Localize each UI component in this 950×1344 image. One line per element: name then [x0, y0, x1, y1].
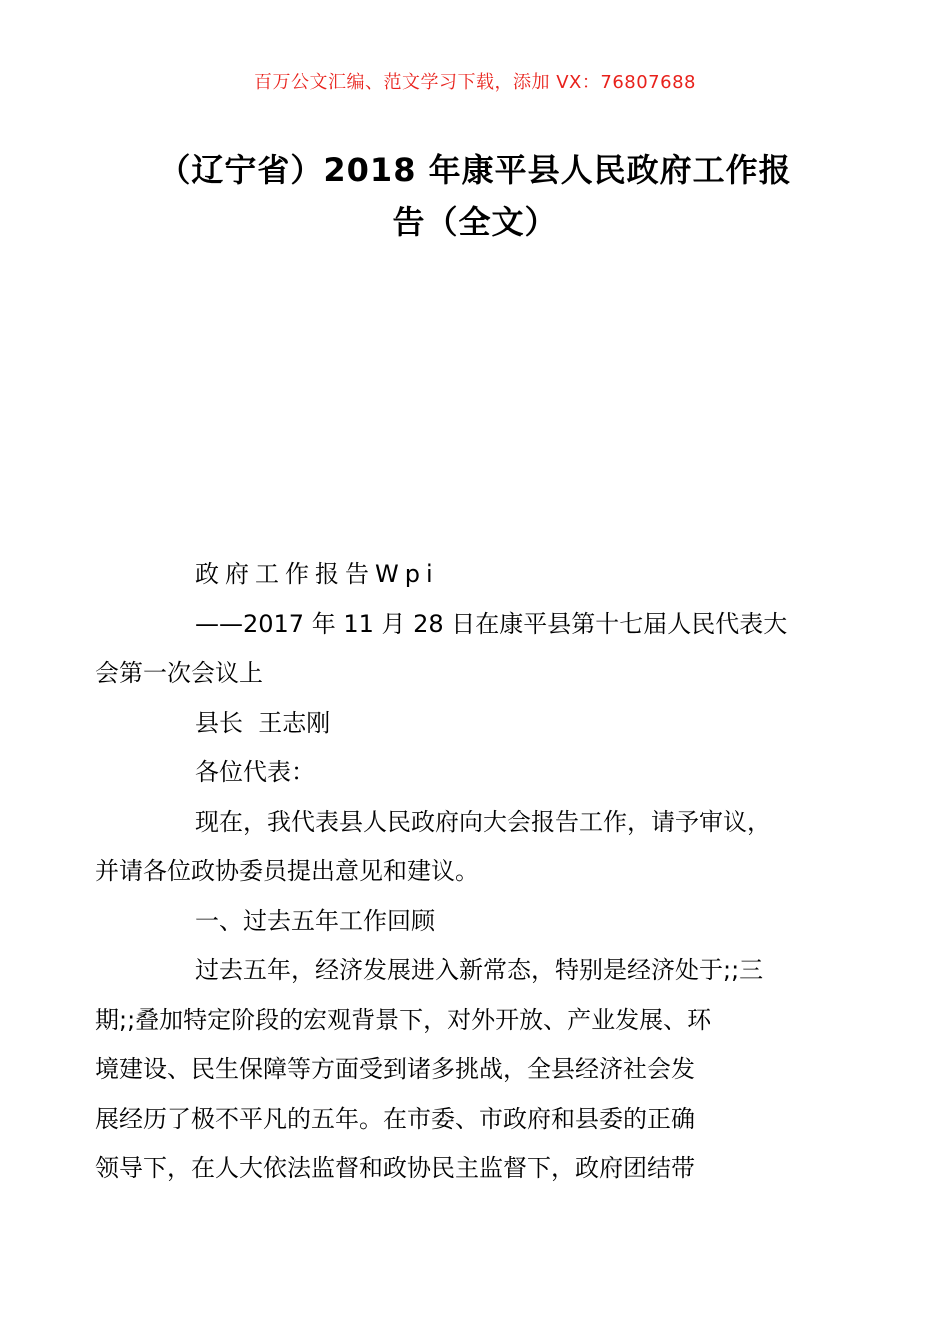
intro-paragraph [95, 798, 835, 897]
intro-line-2: 并请各位政协委员提出意见和建议。 [95, 857, 479, 885]
document-body [95, 550, 835, 1194]
review-line: 领导下，在人大依法监督和政协民主监督下，政府团结带 [95, 1154, 695, 1182]
review-line: 过去五年，经济发展进入新常态，特别是经济处于;;三 [195, 956, 764, 984]
subtitle-line-2: 会第一次会议上 [95, 659, 263, 687]
title-line-2: 告（全文） [392, 203, 558, 241]
review-line: 境建设、民生保障等方面受到诸多挑战，全县经济社会发 [95, 1055, 695, 1083]
title-line-1: （辽宁省）2018 年康平县人民政府工作报 [158, 151, 792, 189]
report-label: 政府工作报告Wpi [195, 560, 439, 588]
review-paragraph [95, 946, 835, 1194]
author-line: 县长 王志刚 [195, 708, 331, 737]
section-heading: 一、过去五年工作回顾 [195, 906, 435, 935]
subtitle-line-1: ——2017 年 11 月 28 日在康平县第十七届人民代表大 [195, 609, 788, 638]
document-title [130, 144, 820, 248]
watermark-banner: 百万公文汇编、范文学习下载，添加 VX：76807688 [254, 72, 696, 93]
report-subtitle [95, 600, 835, 699]
intro-line-1: 现在，我代表县人民政府向大会报告工作，请予审议， [195, 807, 771, 836]
salutation: 各位代表： [195, 758, 315, 786]
review-line: 展经历了极不平凡的五年。在市委、市政府和县委的正确 [95, 1104, 695, 1133]
review-line: 期;;叠加特定阶段的宏观背景下，对外开放、产业发展、环 [95, 1005, 712, 1034]
